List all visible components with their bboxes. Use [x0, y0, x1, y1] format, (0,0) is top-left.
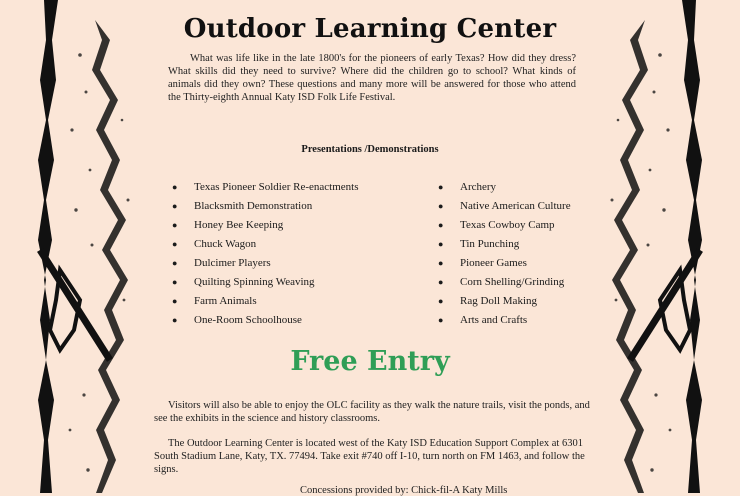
bullet-icon: ●: [172, 239, 178, 249]
list-item: ● Honey Bee Keeping: [172, 216, 358, 235]
bullet-icon: ●: [172, 220, 178, 230]
bullet-icon: ●: [438, 277, 444, 287]
list-item: ● Blacksmith Demonstration: [172, 197, 358, 216]
bullet-icon: ●: [172, 201, 178, 211]
bullet-icon: ●: [438, 258, 444, 268]
list-item: ● Dulcimer Players: [172, 254, 358, 273]
list-item: ● Arts and Crafts: [438, 311, 571, 330]
bullet-icon: ●: [172, 277, 178, 287]
list-item: ● Texas Pioneer Soldier Re-enactments: [172, 178, 358, 197]
list-item: ● Native American Culture: [438, 197, 571, 216]
bullet-icon: ●: [172, 315, 178, 325]
bullet-icon: ●: [172, 296, 178, 306]
bullet-icon: ●: [438, 182, 444, 192]
list-item: ● One-Room Schoolhouse: [172, 311, 358, 330]
list-item: ● Archery: [438, 178, 571, 197]
bullet-icon: ●: [172, 258, 178, 268]
left-border-decoration: [0, 0, 140, 493]
list-item: ● Texas Cowboy Camp: [438, 216, 571, 235]
free-entry-heading: Free Entry: [290, 346, 450, 377]
bullet-icon: ●: [438, 315, 444, 325]
flyer-content: [120, 0, 620, 496]
presentations-heading: Presentations /Demonstrations: [301, 144, 439, 155]
list-item: ● Farm Animals: [172, 292, 358, 311]
right-border-decoration: [600, 0, 740, 493]
page-title: Outdoor Learning Center: [183, 14, 557, 44]
bullet-icon: ●: [438, 239, 444, 249]
list-item: ● Tin Punching: [438, 235, 571, 254]
list-item: ● Rag Doll Making: [438, 292, 571, 311]
concessions-line: Concessions provided by: Chick-fil-A Katy Mills: [300, 485, 508, 496]
presentations-list-left: [172, 178, 358, 330]
list-item: ● Pioneer Games: [438, 254, 571, 273]
visitors-paragraph: Visitors will also be able to enjoy the OLC facility as they walk the nature trails, visit the ponds, and see the exhibits in the science and history classrooms.: [154, 400, 590, 424]
list-item: ● Corn Shelling/Grinding: [438, 273, 571, 292]
presentations-list-right: [438, 178, 571, 330]
bullet-icon: ●: [172, 182, 178, 192]
list-item: ● Quilting Spinning Weaving: [172, 273, 358, 292]
bullet-icon: ●: [438, 296, 444, 306]
bullet-icon: ●: [438, 220, 444, 230]
location-paragraph: The Outdoor Learning Center is located west of the Katy ISD Education Support Complex at 6301 South Stadium Lane, Katy, TX. 77494. Take exit #740 off I-10, turn north on FM 1463, and follow the signs.: [154, 438, 585, 475]
intro-paragraph: What was life like in the late 1800's for the pioneers of early Texas? How did they dress? What skills did they need to survive? Where did the children go to school? What kinds of animals did they own? These questions and many more will be answered for those who attend the Thirty-eighth Annual Katy ISD Folk Life Festival.: [168, 53, 576, 103]
list-item: ● Chuck Wagon: [172, 235, 358, 254]
bullet-icon: ●: [438, 201, 444, 211]
